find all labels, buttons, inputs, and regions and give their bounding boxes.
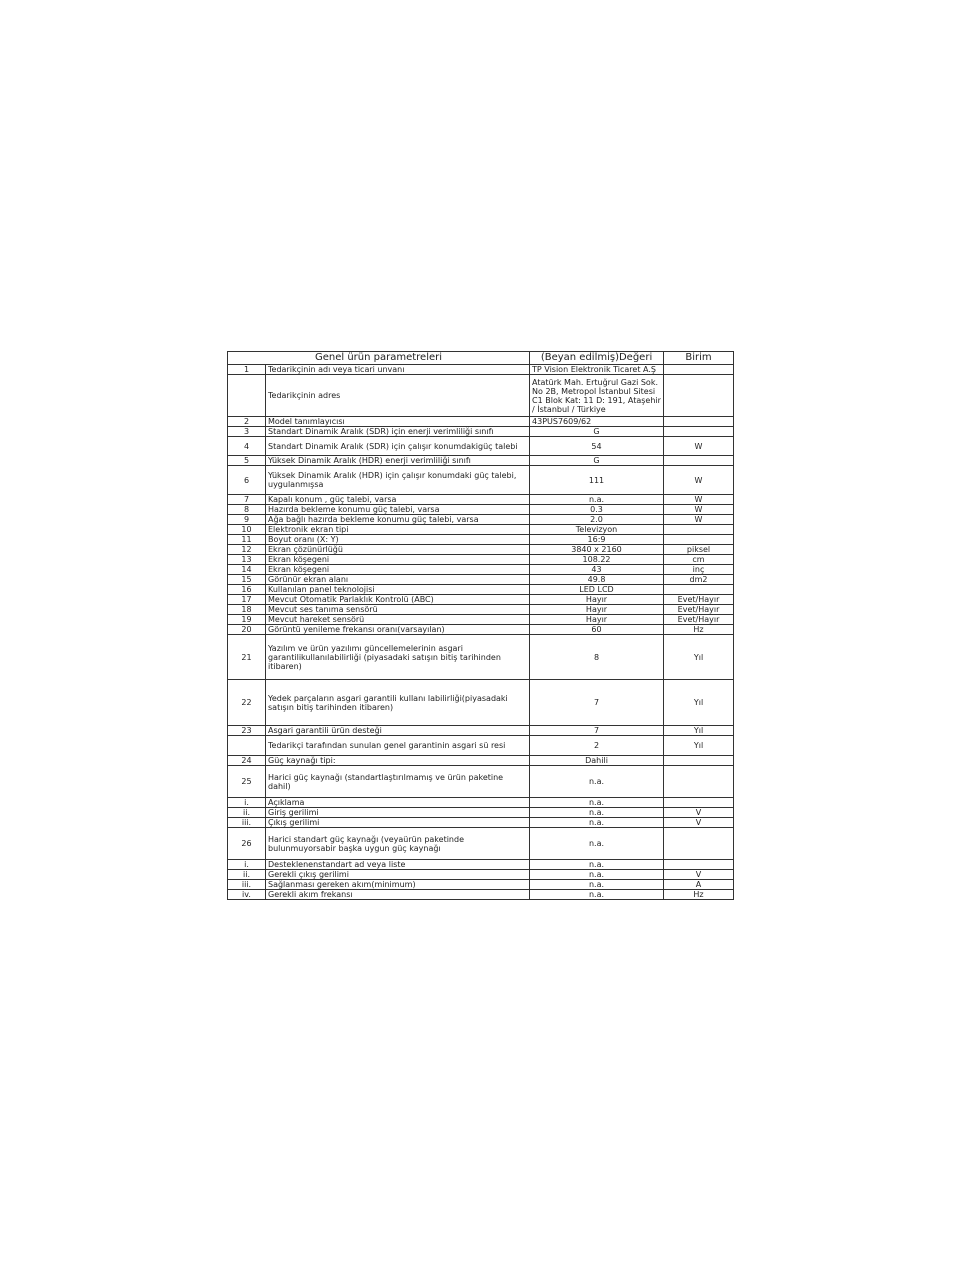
row-number: 15 — [228, 575, 266, 585]
table-header-row — [228, 352, 734, 365]
row-unit: V — [664, 818, 734, 828]
row-unit: Evet/Hayır — [664, 605, 734, 615]
row-value: LED LCD — [530, 585, 664, 595]
row-unit: Yıl — [664, 726, 734, 736]
row-value: 16:9 — [530, 535, 664, 545]
table-row — [228, 870, 734, 880]
row-label: Tedarikçinin adres — [266, 375, 530, 417]
row-unit — [664, 456, 734, 466]
row-value: n.a. — [530, 880, 664, 890]
row-label: Yazılım ve ürün yazılımı güncellemelerinin asgari garantilikullanılabilirliği (piyasadaki satışın bitiş tarihinden itibaren) — [266, 635, 530, 680]
row-number — [228, 736, 266, 756]
row-unit: dm2 — [664, 575, 734, 585]
row-value: 60 — [530, 625, 664, 635]
row-unit: Evet/Hayır — [664, 615, 734, 625]
table-row — [228, 595, 734, 605]
row-value: 0.3 — [530, 505, 664, 515]
row-value: G — [530, 456, 664, 466]
row-label: Standart Dinamik Aralık (SDR) için çalışır konumdakigüç talebi — [266, 437, 530, 456]
table-row — [228, 525, 734, 535]
row-unit — [664, 427, 734, 437]
row-label: Ekran köşegeni — [266, 565, 530, 575]
table-row — [228, 860, 734, 870]
row-label: Görünür ekran alanı — [266, 575, 530, 585]
row-label: Tedarikçi tarafından sunulan genel garantinin asgari sü resi — [266, 736, 530, 756]
table-row — [228, 798, 734, 808]
row-unit — [664, 860, 734, 870]
row-number: 18 — [228, 605, 266, 615]
row-label: Çıkış gerilimi — [266, 818, 530, 828]
row-value: 3840 x 2160 — [530, 545, 664, 555]
row-unit — [664, 417, 734, 427]
row-number: 4 — [228, 437, 266, 456]
row-number: 19 — [228, 615, 266, 625]
row-label: Boyut oranı (X: Y) — [266, 535, 530, 545]
row-value: 43 — [530, 565, 664, 575]
row-value: 7 — [530, 726, 664, 736]
row-label: Elektronik ekran tipi — [266, 525, 530, 535]
row-value: G — [530, 427, 664, 437]
row-number: 23 — [228, 726, 266, 736]
table-row — [228, 575, 734, 585]
row-unit: Hz — [664, 625, 734, 635]
row-unit — [664, 375, 734, 417]
row-label: Gerekli çıkış gerilimi — [266, 870, 530, 880]
row-value: 49.8 — [530, 575, 664, 585]
row-number: iv. — [228, 890, 266, 900]
table-row — [228, 365, 734, 375]
row-number: 16 — [228, 585, 266, 595]
table-row — [228, 605, 734, 615]
row-number: ii. — [228, 808, 266, 818]
row-value: 8 — [530, 635, 664, 680]
row-unit: W — [664, 466, 734, 495]
row-unit — [664, 585, 734, 595]
row-number: 21 — [228, 635, 266, 680]
row-unit: W — [664, 495, 734, 505]
table-row — [228, 417, 734, 427]
row-value: n.a. — [530, 798, 664, 808]
table-row — [228, 828, 734, 860]
row-number: 24 — [228, 756, 266, 766]
row-label: Giriş gerilimi — [266, 808, 530, 818]
row-unit: W — [664, 515, 734, 525]
row-label: Açıklama — [266, 798, 530, 808]
row-value: Dahili — [530, 756, 664, 766]
table-row — [228, 680, 734, 726]
row-label: Güç kaynağı tipi: — [266, 756, 530, 766]
row-label: Asgari garantili ürün desteği — [266, 726, 530, 736]
product-parameters-table — [227, 351, 734, 900]
row-label: Kullanılan panel teknolojisi — [266, 585, 530, 595]
row-number: iii. — [228, 880, 266, 890]
row-number: 22 — [228, 680, 266, 726]
row-value: 2 — [530, 736, 664, 756]
row-unit: Yıl — [664, 680, 734, 726]
table-row — [228, 456, 734, 466]
table-row — [228, 427, 734, 437]
row-value: n.a. — [530, 495, 664, 505]
row-unit: cm — [664, 555, 734, 565]
row-label: Ekran köşegeni — [266, 555, 530, 565]
row-unit: V — [664, 870, 734, 880]
row-unit: inç — [664, 565, 734, 575]
row-unit — [664, 798, 734, 808]
row-unit: piksel — [664, 545, 734, 555]
header-value: (Beyan edilmiş)Değeri — [530, 352, 664, 365]
row-value: 7 — [530, 680, 664, 726]
table-row — [228, 437, 734, 456]
row-value: n.a. — [530, 828, 664, 860]
row-label: Standart Dinamik Aralık (SDR) için enerji verimliliği sınıfı — [266, 427, 530, 437]
row-number: 1 — [228, 365, 266, 375]
row-unit: Evet/Hayır — [664, 595, 734, 605]
row-number: 14 — [228, 565, 266, 575]
row-unit — [664, 365, 734, 375]
row-number: 2 — [228, 417, 266, 427]
row-label: Kapalı konum , güç talebi, varsa — [266, 495, 530, 505]
table-row — [228, 565, 734, 575]
table-row — [228, 515, 734, 525]
row-label: Yüksek Dinamik Aralık (HDR) enerji verimliliği sınıfı — [266, 456, 530, 466]
row-number — [228, 375, 266, 417]
row-unit — [664, 766, 734, 798]
row-unit — [664, 535, 734, 545]
table-row — [228, 880, 734, 890]
row-label: Model tanımlayıcısı — [266, 417, 530, 427]
table-row — [228, 635, 734, 680]
row-value: Hayır — [530, 615, 664, 625]
table-row — [228, 808, 734, 818]
row-value: Hayır — [530, 605, 664, 615]
row-value: Hayır — [530, 595, 664, 605]
row-number: 17 — [228, 595, 266, 605]
row-number: 12 — [228, 545, 266, 555]
row-label: Hazırda bekleme konumu güç talebi, varsa — [266, 505, 530, 515]
row-label: Mevcut hareket sensörü — [266, 615, 530, 625]
table-row — [228, 756, 734, 766]
row-value: Televizyon — [530, 525, 664, 535]
table-body — [228, 365, 734, 900]
table-row — [228, 545, 734, 555]
table-row — [228, 736, 734, 756]
header-parameters: Genel ürün parametreleri — [228, 352, 530, 365]
table-row — [228, 505, 734, 515]
row-value: n.a. — [530, 860, 664, 870]
row-number: iii. — [228, 818, 266, 828]
row-value: TP Vision Elektronik Ticaret A.Ş — [530, 365, 664, 375]
row-label: Ağa bağlı hazırda bekleme konumu güç talebi, varsa — [266, 515, 530, 525]
row-value: n.a. — [530, 766, 664, 798]
row-number: 25 — [228, 766, 266, 798]
row-number: 3 — [228, 427, 266, 437]
row-number: 9 — [228, 515, 266, 525]
row-value: n.a. — [530, 818, 664, 828]
row-unit: Hz — [664, 890, 734, 900]
row-number: 10 — [228, 525, 266, 535]
table-row — [228, 555, 734, 565]
row-label: Ekran çözünürlüğü — [266, 545, 530, 555]
row-label: Görüntü yenileme frekansı oranı(varsayılan) — [266, 625, 530, 635]
row-label: Yedek parçaların asgari garantili kullanı labilirliği(piyasadaki satışın bitiş tarihinden itibaren) — [266, 680, 530, 726]
header-unit: Birim — [664, 352, 734, 365]
row-unit: V — [664, 808, 734, 818]
row-label: Gerekli akım frekansı — [266, 890, 530, 900]
row-unit: W — [664, 505, 734, 515]
table-row — [228, 726, 734, 736]
row-label: Yüksek Dinamik Aralık (HDR) için çalışır konumdaki güç talebi, uygulanmışsa — [266, 466, 530, 495]
row-number: 5 — [228, 456, 266, 466]
table-row — [228, 625, 734, 635]
row-label: Harici güç kaynağı (standartlaştırılmamış ve ürün paketine dahil) — [266, 766, 530, 798]
row-number: 20 — [228, 625, 266, 635]
row-value: 111 — [530, 466, 664, 495]
row-number: 13 — [228, 555, 266, 565]
table-row — [228, 615, 734, 625]
row-label: Harici standart güç kaynağı (veyaürün paketinde bulunmuyorsabir başka uygun güç kaynağı — [266, 828, 530, 860]
row-number: 8 — [228, 505, 266, 515]
row-value: 2.0 — [530, 515, 664, 525]
row-label: Tedarikçinin adı veya ticari unvanı — [266, 365, 530, 375]
row-label: Mevcut Otomatik Parlaklık Kontrolü (ABC) — [266, 595, 530, 605]
row-label: Mevcut ses tanıma sensörü — [266, 605, 530, 615]
table-row — [228, 585, 734, 595]
row-number: 26 — [228, 828, 266, 860]
row-value: 54 — [530, 437, 664, 456]
row-label: Desteklenenstandart ad veya liste — [266, 860, 530, 870]
row-unit — [664, 828, 734, 860]
row-unit — [664, 525, 734, 535]
row-value: n.a. — [530, 870, 664, 880]
table-row — [228, 535, 734, 545]
row-unit: Yıl — [664, 736, 734, 756]
row-label: Sağlanması gereken akım(minimum) — [266, 880, 530, 890]
table-row — [228, 495, 734, 505]
row-unit: W — [664, 437, 734, 456]
row-value: 43PUS7609/62 — [530, 417, 664, 427]
row-number: ii. — [228, 870, 266, 880]
table-row — [228, 466, 734, 495]
row-number: 6 — [228, 466, 266, 495]
row-unit: A — [664, 880, 734, 890]
table-row — [228, 890, 734, 900]
row-value: 108.22 — [530, 555, 664, 565]
row-unit: Yıl — [664, 635, 734, 680]
row-number: 11 — [228, 535, 266, 545]
table-row — [228, 766, 734, 798]
row-value: n.a. — [530, 808, 664, 818]
table-row — [228, 375, 734, 417]
row-number: 7 — [228, 495, 266, 505]
row-number: i. — [228, 798, 266, 808]
row-number: i. — [228, 860, 266, 870]
row-value: Atatürk Mah. Ertuğrul Gazi Sok. No 2B, Metropol İstanbul Sitesi C1 Blok Kat: 11 D: 191, Ataşehir / İstanbul / Türkiye — [530, 375, 664, 417]
row-value: n.a. — [530, 890, 664, 900]
row-unit — [664, 756, 734, 766]
table-row — [228, 818, 734, 828]
